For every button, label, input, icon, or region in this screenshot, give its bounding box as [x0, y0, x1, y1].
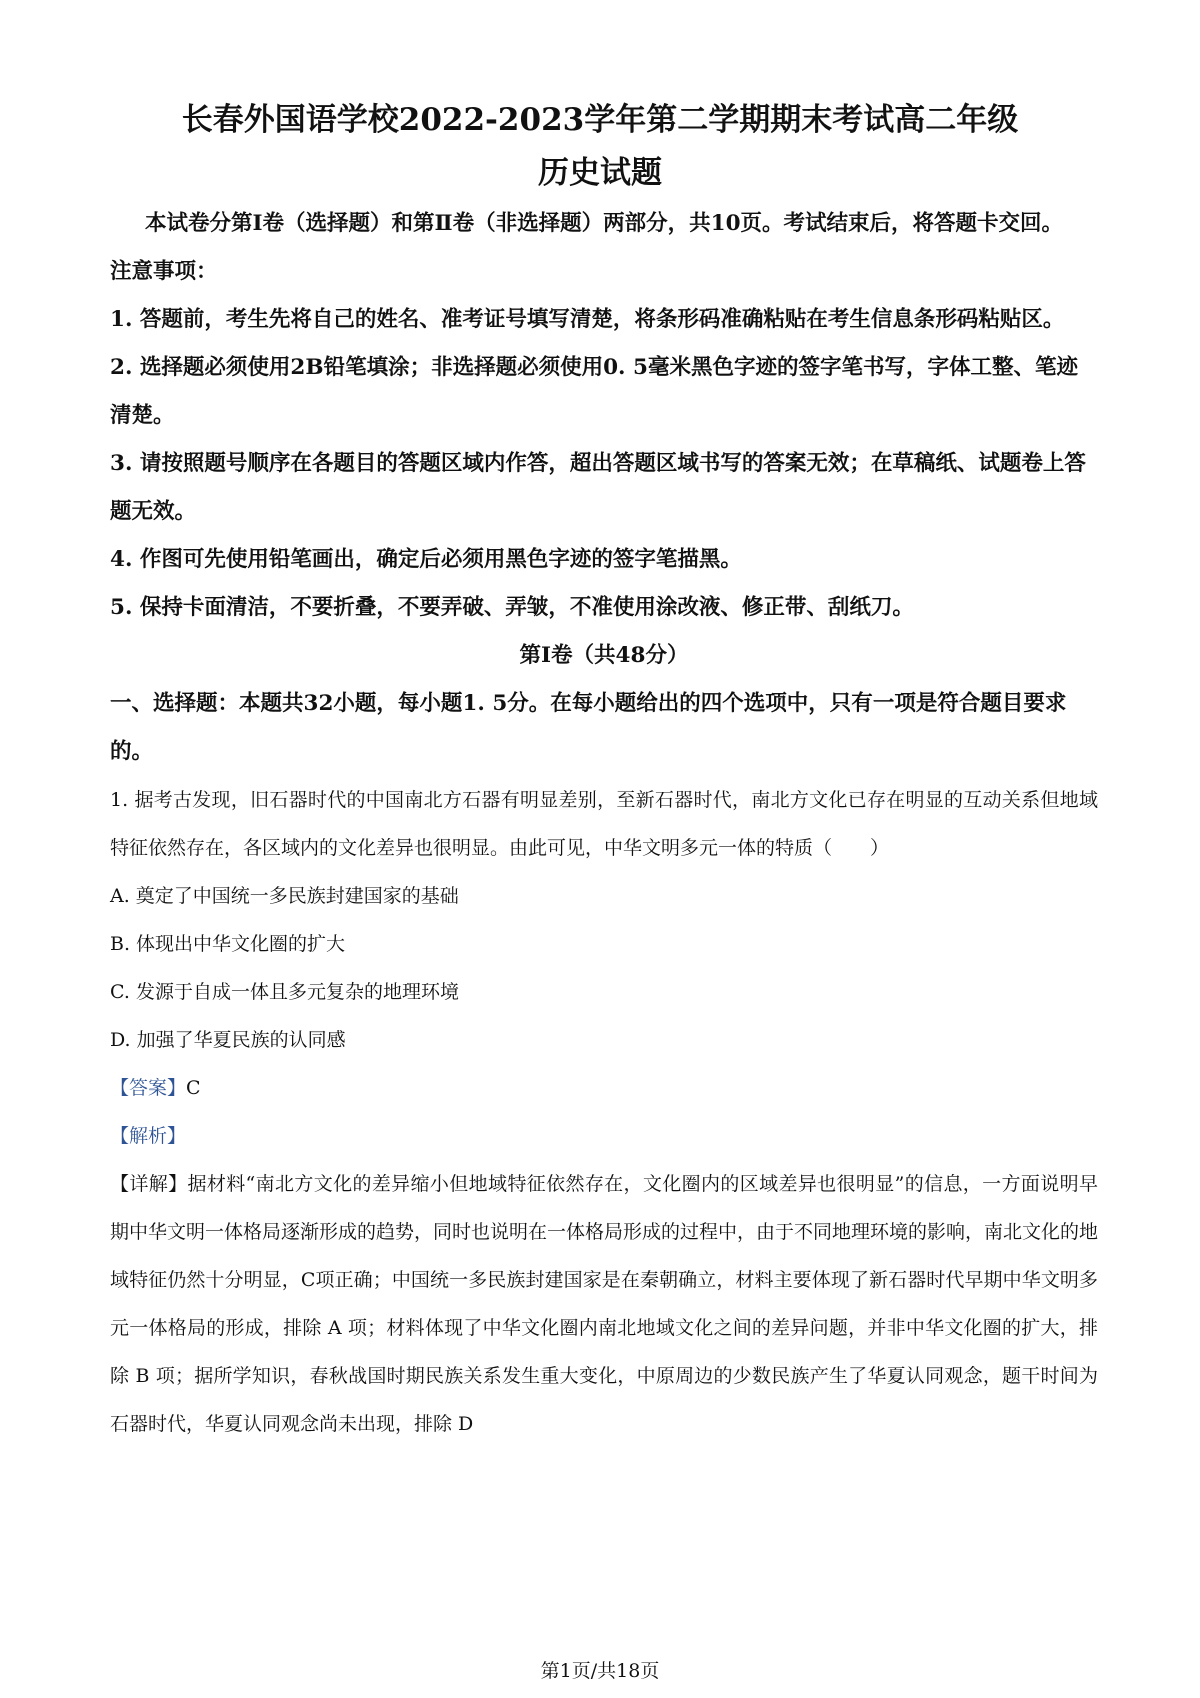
option-c: C. 发源于自成一体且多元复杂的地理环境 — [110, 981, 459, 1003]
notice-item: 3. 请按照题号顺序在各题目的答题区域内作答，超出答题区域书写的答案无效；在草稿纸、试题卷上答题无效。 — [110, 451, 1086, 524]
exam-intro: 本试卷分第Ⅰ卷（选择题）和第Ⅱ卷（非选择题）两部分，共10页。考试结束后，将答题卡交回。 — [144, 211, 1064, 236]
answer-value: C — [186, 1077, 201, 1099]
analysis-label: 【解析】 — [110, 1125, 187, 1147]
answer-label: 【答案】 — [110, 1077, 187, 1099]
notice-item: 4. 作图可先使用铅笔画出，确定后必须用黑色字迹的签字笔描黑。 — [110, 547, 742, 572]
page-content — [110, 200, 1098, 1448]
notice-heading: 注意事项： — [110, 259, 218, 284]
section-title: 第Ⅰ卷（共48分） — [519, 643, 689, 668]
option-a: A. 奠定了中国统一多民族封建国家的基础 — [110, 885, 459, 907]
detail-paragraph — [110, 1160, 1098, 1448]
question-stem: 1. 据考古发现，旧石器时代的中国南北方石器有明显差别，至新石器时代，南北方文化已存在明显的互动关系但地域特征依然存在，各区域内的文化差异也很明显。由此可见，中华文明多元一体的特质（ ） — [110, 789, 1098, 859]
section-instruction: 一、选择题：本题共32小题，每小题1. 5分。在每小题给出的四个选项中，只有一项是符合题目要求的。 — [110, 691, 1067, 764]
exam-title: 长春外国语学校2022-2023学年第二学期期末考试高二年级 — [181, 102, 1019, 138]
analysis-line — [110, 1112, 1098, 1160]
option-b: B. 体现出中华文化圈的扩大 — [110, 933, 346, 955]
answer-line — [110, 1064, 1098, 1112]
option-d: D. 加强了华夏民族的认同感 — [110, 1029, 346, 1051]
notice-item: 5. 保持卡面清洁，不要折叠，不要弄破、弄皱，不准使用涂改液、修正带、刮纸刀。 — [110, 595, 914, 620]
notice-item: 2. 选择题必须使用2B铅笔填涂；非选择题必须使用0. 5毫米黑色字迹的签字笔书写，字体工整、笔迹清楚。 — [110, 355, 1078, 428]
page-number: 第1页/共18页 — [540, 1660, 660, 1682]
detail-text: 据材料“南北方文化的差异缩小但地域特征依然存在，文化圈内的区域差异也很明显”的信息，一方面说明早期中华文明一体格局逐渐形成的趋势，同时也说明在一体格局形成的过程中，由于不同地理环境的影响，南北文化的地域特征仍然十分明显，C项正确；中国统一多民族封建国家是在秦朝确立，材料主要体现了新石器时代早期中华文明多元一体格局的形成，排除 A 项；材料体现了中华文化圈内南北地域文化之间的差异问题，并非中华文化圈的扩大，排除 B 项；据所学知识，春秋战国时期民族关系发生重大变化，中原周边的少数民族产生了华夏认同观念，题干时间为石器时代，华夏认同观念尚未出现，排除 D — [110, 1173, 1099, 1435]
notice-item: 1. 答题前，考生先将自己的姓名、准考证号填写清楚，将条形码准确粘贴在考生信息条形码粘贴区。 — [110, 307, 1065, 332]
exam-subject-title: 历史试题 — [538, 155, 662, 191]
detail-label: 【详解】 — [110, 1173, 188, 1195]
